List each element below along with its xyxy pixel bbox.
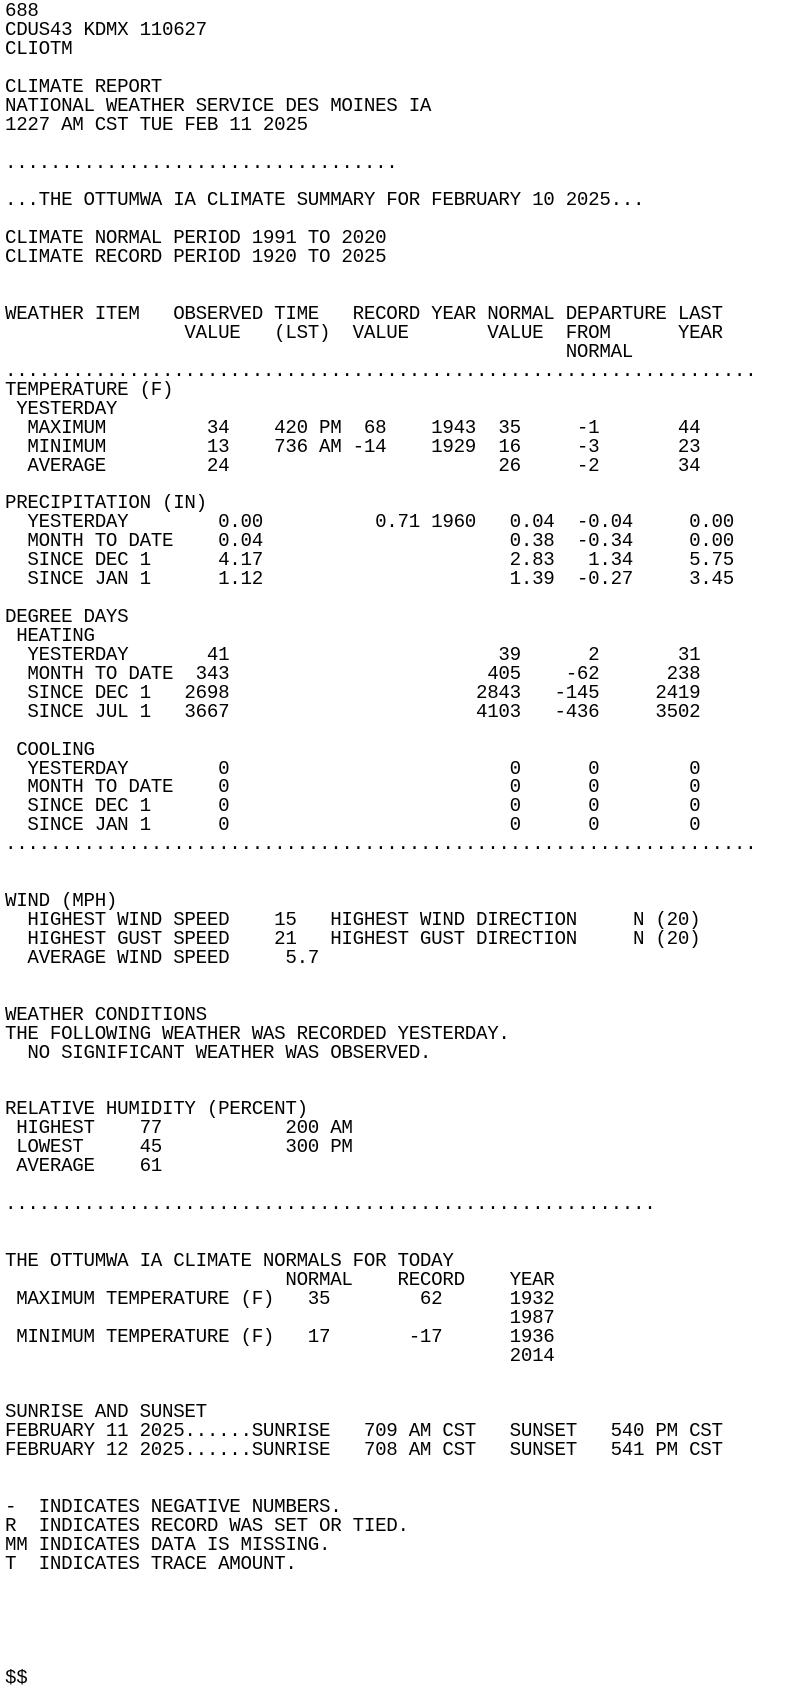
report-line: MINIMUM TEMPERATURE (F) 17 -17 1936: [5, 1325, 555, 1348]
report-line: [5, 1631, 756, 1650]
report-line: - INDICATES NEGATIVE NUMBERS.: [5, 1496, 342, 1519]
report-line: MONTH TO DATE 0.04 0.38 -0.34 0.00: [5, 530, 734, 553]
report-line: COOLING: [5, 738, 95, 761]
report-line: AVERAGE WIND SPEED 5.7: [5, 946, 320, 969]
report-line: FEBRUARY 11 2025......SUNRISE 709 AM CST SUNSET 540 PM CST: [5, 1420, 723, 1443]
report-line: SINCE DEC 1 4.17 2.83 1.34 5.75: [5, 549, 734, 572]
report-line: ...THE OTTUMWA IA CLIMATE SUMMARY FOR FEBRUARY 10 2025...: [5, 189, 645, 212]
report-line: [5, 1460, 756, 1479]
report-line: [5, 1214, 756, 1233]
report-line: AVERAGE 61: [5, 1155, 163, 1178]
report-line: VALUE (LST) VALUE VALUE FROM YEAR: [5, 321, 723, 344]
report-line: THE FOLLOWING WEATHER WAS RECORDED YESTERDAY.: [5, 1022, 510, 1045]
report-line: NO SIGNIFICANT WEATHER WAS OBSERVED.: [5, 1041, 432, 1064]
report-line: YESTERDAY 0 0 0 0: [5, 757, 701, 780]
report-line: HIGHEST 77 200 AM: [5, 1117, 353, 1140]
report-line: CDUS43 KDMX 110627: [5, 18, 207, 41]
report-line: MONTH TO DATE 343 405 -62 238: [5, 662, 701, 685]
report-line: SINCE JAN 1 1.12 1.39 -0.27 3.45: [5, 568, 734, 591]
report-line: NATIONAL WEATHER SERVICE DES MOINES IA: [5, 94, 432, 117]
report-line: SINCE JUL 1 3667 4103 -436 3502: [5, 700, 701, 723]
report-line: SINCE JAN 1 0 0 0 0: [5, 814, 701, 837]
report-line: [5, 1650, 756, 1669]
report-line: NORMAL RECORD YEAR: [5, 1268, 555, 1291]
report-line: MINIMUM 13 736 AM -14 1929 16 -3 23: [5, 435, 701, 458]
report-line: SINCE DEC 1 2698 2843 -145 2419: [5, 681, 701, 704]
report-line: CLIOTM: [5, 37, 73, 60]
report-line: [5, 1593, 756, 1612]
report-line: CLIMATE NORMAL PERIOD 1991 TO 2020: [5, 227, 387, 250]
report-line: [5, 59, 756, 78]
report-line: PRECIPITATION (IN): [5, 492, 207, 515]
report-line: R INDICATES RECORD WAS SET OR TIED.: [5, 1515, 409, 1537]
report-line: HEATING: [5, 624, 95, 647]
report-line: SINCE DEC 1 0 0 0 0: [5, 795, 701, 818]
report-line: 688: [5, 0, 39, 22]
report-line: WEATHER ITEM OBSERVED TIME RECORD YEAR NORMAL DEPARTURE LAST: [5, 303, 723, 325]
report-line: HIGHEST WIND SPEED 15 HIGHEST WIND DIRECTION N (20): [5, 909, 701, 931]
report-line: T INDICATES TRACE AMOUNT.: [5, 1552, 297, 1575]
report-line: ..........................................................: [5, 1193, 656, 1216]
report-line: LOWEST 45 300 PM: [5, 1136, 353, 1159]
report-line: CLIMATE REPORT: [5, 75, 163, 98]
report-line: [5, 135, 756, 154]
report-line: YESTERDAY: [5, 397, 118, 420]
report-line: ...................................................................: [5, 359, 757, 382]
report-line: DEGREE DAYS: [5, 606, 129, 628]
report-line: [5, 267, 756, 286]
report-line: [5, 987, 756, 1006]
report-line: [5, 873, 756, 892]
report-line: ...................................: [5, 151, 398, 174]
report-line: YESTERDAY 0.00 0.71 1960 0.04 -0.04 0.00: [5, 511, 734, 534]
report-line: SUNRISE AND SUNSET: [5, 1401, 207, 1424]
report-line: MAXIMUM TEMPERATURE (F) 35 62 1932: [5, 1287, 555, 1310]
report-line: 1987: [5, 1306, 555, 1329]
report-line: MM INDICATES DATA IS MISSING.: [5, 1533, 331, 1556]
report-line: TEMPERATURE (F): [5, 378, 174, 401]
report-line: AVERAGE 24 26 -2 34: [5, 454, 701, 477]
report-line: 1227 AM CST TUE FEB 11 2025: [5, 113, 308, 136]
report-line: MAXIMUM 34 420 PM 68 1943 35 -1 44: [5, 416, 701, 439]
report-line: [5, 968, 756, 987]
report-line: [5, 854, 756, 873]
report-line: $$: [5, 1666, 28, 1689]
report-line: [5, 722, 756, 741]
report-line: [5, 1063, 756, 1082]
report-line: CLIMATE RECORD PERIOD 1920 TO 2025: [5, 246, 387, 269]
report-line: NORMAL: [5, 340, 634, 363]
report-line: WIND (MPH): [5, 890, 118, 913]
report-line: YESTERDAY 41 39 2 31: [5, 643, 701, 666]
report-line: [5, 1366, 756, 1385]
report-line: WEATHER CONDITIONS: [5, 1003, 207, 1026]
report-line: MONTH TO DATE 0 0 0 0: [5, 776, 701, 799]
report-line: [5, 1574, 756, 1593]
report-line: THE OTTUMWA IA CLIMATE NORMALS FOR TODAY: [5, 1249, 454, 1272]
climate-report-text: [5, 2, 756, 1687]
report-line: ...................................................................: [5, 833, 757, 856]
report-line: HIGHEST GUST SPEED 21 HIGHEST GUST DIRECTION N (20): [5, 927, 701, 950]
report-line: FEBRUARY 12 2025......SUNRISE 708 AM CST SUNSET 541 PM CST: [5, 1439, 723, 1462]
report-line: 2014: [5, 1344, 555, 1367]
report-line: [5, 1612, 756, 1631]
report-line: RELATIVE HUMIDITY (PERCENT): [5, 1098, 308, 1121]
